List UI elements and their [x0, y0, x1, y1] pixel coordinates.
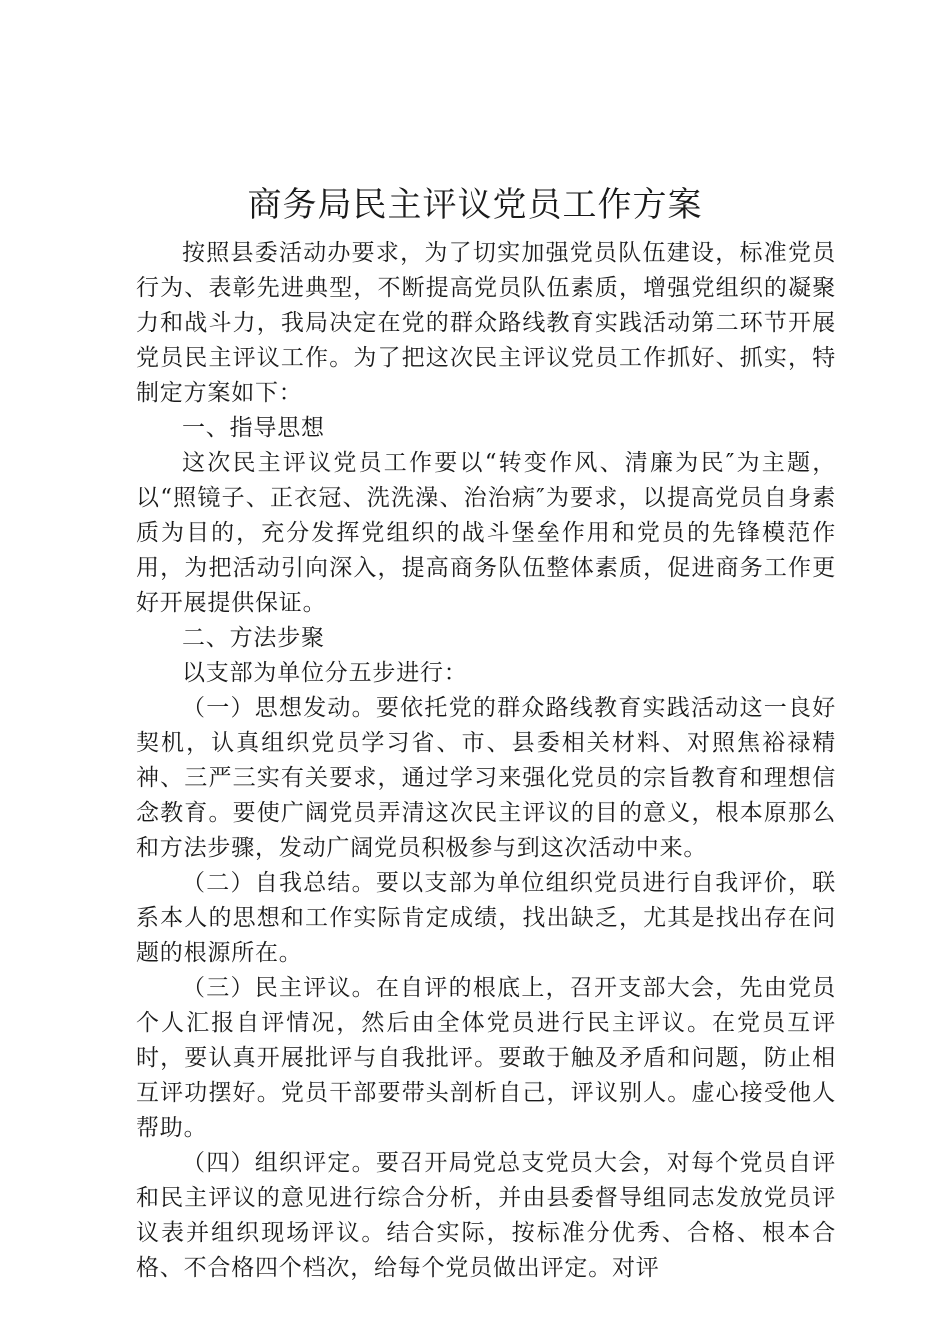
step-1-paragraph: （一）思想发动。要依托党的群众路线教育实践活动这一良好契机，认真组织党员学习省、市、县委相关材料、对照焦裕禄精神、三严三实有关要求，通过学习来强化党员的宗旨教育和理想信念教育。要使广阔党员弄清这次民主评议的目的意义，根本原那么和方法步骤，发动广阔党员积极参与到这次活动中来。: [136, 695, 836, 861]
document-title: 商务局民主评议党员工作方案: [247, 185, 703, 225]
step-3-paragraph: （三）民主评议。在自评的根底上，召开支部大会，先由党员个人汇报自评情况，然后由全体党员进行民主评议。在党员互评时，要认真开展批评与自我批评。要敢于触及矛盾和问题，防止相互评功摆好。党员干部要带头剖析自己，评议别人。虚心接受他人帮助。: [136, 975, 836, 1141]
guiding-ideology-paragraph: 这次民主评议党员工作要以“转变作风、清廉为民″为主题，以“照镜子、正衣冠、洗洗澡、治治病″为要求，以提高党员自身素质为目的，充分发挥党组织的战斗堡垒作用和党员的先锋模范作用，为把活动引向深入，提高商务队伍整体素质，促进商务工作更好开展提供保证。: [136, 450, 836, 616]
intro-paragraph: 按照县委活动办要求，为了切实加强党员队伍建设，标准党员行为、表彰先进典型，不断提高党员队伍素质，增强党组织的凝聚力和战斗力，我局决定在党的群众路线教育实践活动第二环节开展党员民主评议工作。为了把这次民主评议党员工作抓好、抓实，特制定方案如下：: [136, 240, 836, 406]
step-2-paragraph: （二）自我总结。要以支部为单位组织党员进行自我评价，联系本人的思想和工作实际肯定成绩，找出缺乏，尤其是找出存在问题的根源所在。: [136, 870, 836, 966]
section-heading-guiding-ideology: 一、指导思想: [182, 415, 325, 441]
section-heading-methods-steps: 二、方法步聚: [182, 625, 325, 651]
step-4-paragraph: （四）组织评定。要召开局党总支党员大会，对每个党员自评和民主评议的意见进行综合分析，并由县委督导组同志发放党员评议表并组织现场评议。结合实际，按标准分优秀、合格、根本合格、不合格四个档次，给每个党员做出评定。对评: [136, 1150, 836, 1281]
steps-intro-paragraph: 以支部为单位分五步进行：: [182, 660, 468, 686]
document-body: [136, 236, 836, 1286]
